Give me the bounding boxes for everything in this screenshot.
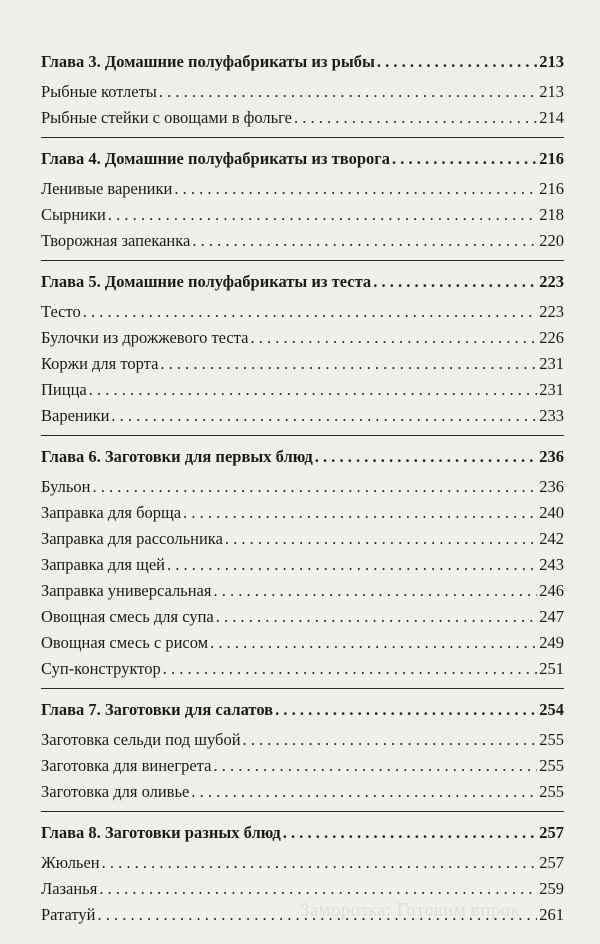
dot-leader [213,578,537,604]
entry-page-number: 259 [539,879,564,898]
chapter-heading[interactable] [41,440,564,474]
toc-chapter [41,41,564,137]
entry-page-number: 240 [539,503,564,522]
toc-entry[interactable] [41,656,564,682]
toc-chapter [41,688,564,811]
entry-title: Творожная запеканка [41,231,191,250]
toc-chapter [41,260,564,435]
dot-leader [243,727,538,753]
entry-title: Заправка для щей [41,555,165,574]
entry-page-number: 214 [539,108,564,127]
entry-title: Лазанья [41,879,98,898]
dot-leader [163,656,538,682]
toc-chapter [41,137,564,260]
entry-title: Суп-конструктор [41,659,161,678]
dot-leader [315,440,538,474]
dot-leader [191,779,537,805]
entry-page-number: 251 [539,659,564,678]
dot-leader [210,630,537,656]
chapter-title: Глава 7. Заготовки для салатов [41,700,274,719]
chapter-title: Глава 5. Домашние полуфабрикаты из теста [41,272,372,291]
chapter-page-number: 257 [539,823,564,842]
entry-title: Заправка для рассольника [41,529,223,548]
dot-leader [216,604,538,630]
dot-leader [160,351,537,377]
entry-title: Ленивые вареники [41,179,173,198]
entry-page-number: 246 [539,581,564,600]
entry-page-number: 255 [539,756,564,775]
toc-entry[interactable] [41,176,564,202]
dot-leader [92,474,537,500]
dot-leader [225,526,537,552]
toc-entry[interactable] [41,876,564,902]
toc-entry[interactable] [41,630,564,656]
dot-leader [392,142,537,176]
toc-entry[interactable] [41,474,564,500]
entry-page-number: 261 [539,905,564,924]
toc-entry[interactable] [41,753,564,779]
toc-entry[interactable] [41,377,564,403]
entry-title: Жюльен [41,853,100,872]
toc-entry[interactable] [41,526,564,552]
bleed-through-footer: Заморозка: Готовим впрок [300,900,520,921]
dot-leader [213,753,537,779]
toc-entry[interactable] [41,902,564,928]
dot-leader [167,552,537,578]
dot-leader [373,265,537,299]
dot-leader [111,403,537,429]
toc-entry[interactable] [41,79,564,105]
entry-title: Пицца [41,380,87,399]
toc-entry[interactable] [41,578,564,604]
entry-page-number: 233 [539,406,564,425]
chapter-title: Глава 6. Заготовки для первых блюд [41,447,313,466]
entry-page-number: 231 [539,380,564,399]
entry-page-number: 231 [539,354,564,373]
dot-leader [83,299,537,325]
entry-title: Коржи для торта [41,354,159,373]
toc-entry[interactable] [41,779,564,805]
dot-leader [192,228,537,254]
entry-title: Рататуй [41,905,96,924]
dot-leader [102,850,538,876]
toc-entry[interactable] [41,403,564,429]
toc-entry[interactable] [41,228,564,254]
dot-leader [377,45,537,79]
entry-page-number: 249 [539,633,564,652]
entry-title: Рыбные котлеты [41,82,157,101]
entry-page-number: 223 [539,302,564,321]
entry-page-number: 255 [539,730,564,749]
entry-page-number: 226 [539,328,564,347]
toc-entry[interactable] [41,552,564,578]
toc-chapter [41,435,564,688]
entry-title: Овощная смесь с рисом [41,633,209,652]
toc-entry[interactable] [41,299,564,325]
entry-page-number: 247 [539,607,564,626]
entry-title: Сырники [41,205,106,224]
chapter-title: Глава 8. Заготовки разных блюд [41,823,281,842]
entry-title: Тесто [41,302,81,321]
dot-leader [275,693,537,727]
chapter-page-number: 216 [539,149,564,168]
entry-page-number: 243 [539,555,564,574]
entry-page-number: 257 [539,853,564,872]
entry-page-number: 236 [539,477,564,496]
dot-leader [283,816,538,850]
toc-entry[interactable] [41,604,564,630]
toc-entry[interactable] [41,325,564,351]
dot-leader [183,500,537,526]
entry-title: Рыбные стейки с овощами в фольге [41,108,293,127]
entry-page-number: 242 [539,529,564,548]
table-of-contents [41,41,564,934]
dot-leader [89,377,538,403]
entry-title: Овощная смесь для супа [41,607,214,626]
chapter-heading[interactable] [41,693,564,727]
toc-entry[interactable] [41,727,564,753]
dot-leader [108,202,537,228]
chapter-heading[interactable] [41,265,564,299]
entry-page-number: 216 [539,179,564,198]
entry-page-number: 218 [539,205,564,224]
dot-leader [99,876,537,902]
chapter-page-number: 236 [539,447,564,466]
dot-leader [250,325,537,351]
entry-title: Булочки из дрожжевого теста [41,328,249,347]
toc-entry[interactable] [41,105,564,131]
chapter-page-number: 223 [539,272,564,291]
entry-page-number: 213 [539,82,564,101]
chapter-title: Глава 4. Домашние полуфабрикаты из творога [41,149,390,168]
chapter-page-number: 254 [539,700,564,719]
entry-title: Бульон [41,477,91,496]
chapter-heading[interactable] [41,816,564,850]
chapter-title: Глава 3. Домашние полуфабрикаты из рыбы [41,52,375,71]
toc-entry[interactable] [41,850,564,876]
entry-page-number: 255 [539,782,564,801]
entry-title: Заготовка для винегрета [41,756,212,775]
toc-entry[interactable] [41,500,564,526]
toc-entry[interactable] [41,351,564,377]
entry-page-number: 220 [539,231,564,250]
chapter-heading[interactable] [41,142,564,176]
entry-title: Вареники [41,406,110,425]
toc-entry[interactable] [41,202,564,228]
entry-title: Заправка универсальная [41,581,212,600]
chapter-heading[interactable] [41,45,564,79]
dot-leader [294,105,537,131]
entry-title: Заправка для борща [41,503,182,522]
dot-leader [97,902,537,928]
dot-leader [159,79,537,105]
chapter-page-number: 213 [539,52,564,71]
entry-title: Заготовка сельди под шубой [41,730,241,749]
dot-leader [174,176,537,202]
toc-chapter [41,811,564,934]
entry-title: Заготовка для оливье [41,782,190,801]
